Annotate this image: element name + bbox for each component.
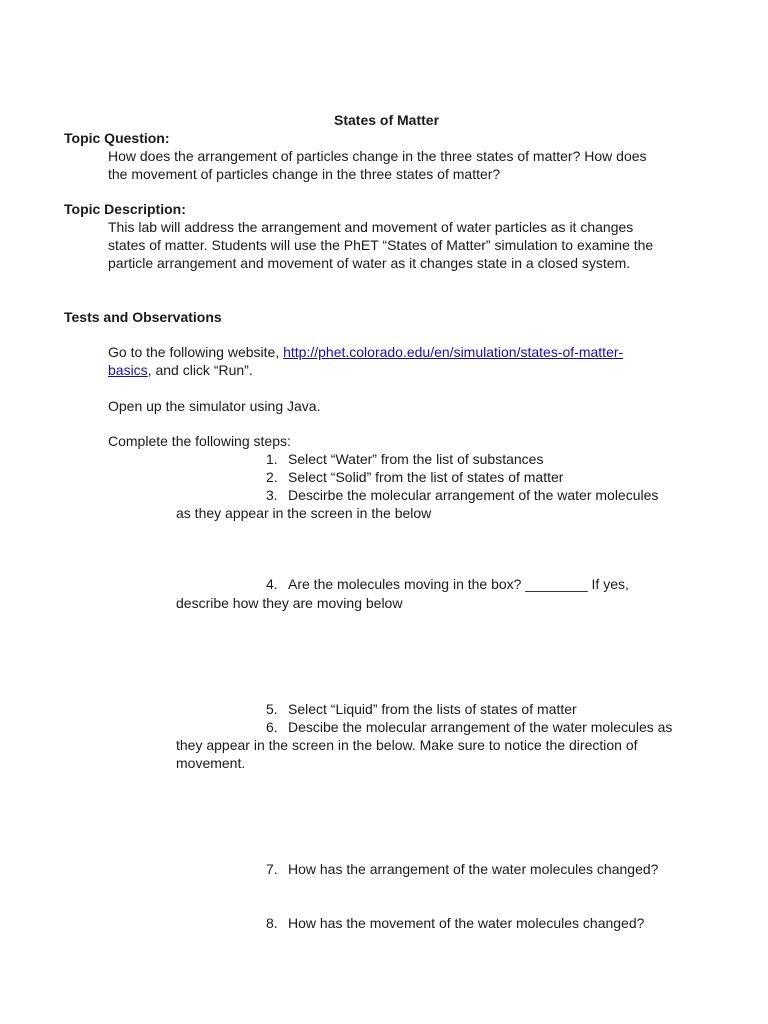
step-text: Select “Solid” from the list of states of matter <box>288 469 564 485</box>
step-5 <box>266 700 577 718</box>
website-instruction <box>108 343 623 361</box>
topic-question-line-2: the movement of particles change in the three states of matter? <box>108 166 501 182</box>
topic-question-heading: Topic Question: <box>64 130 170 146</box>
step-number: 2. <box>266 469 278 485</box>
step-4 <box>266 575 629 593</box>
step-1 <box>266 450 543 468</box>
step-2 <box>266 468 563 486</box>
step-number: 4. <box>266 576 278 592</box>
step-text: Select “Water” from the list of substances <box>288 451 544 467</box>
topic-description-line-3: particle arrangement and movement of water as it changes state in a closed system. <box>108 255 631 271</box>
website-intro-text: Go to the following website, <box>108 344 284 360</box>
step-number: 1. <box>266 451 278 467</box>
complete-steps-text: Complete the following steps: <box>108 433 291 449</box>
step-6-continued-2: movement. <box>176 755 246 771</box>
step-7 <box>266 860 658 878</box>
topic-description-line-1: This lab will address the arrangement and movement of water particles as it changes <box>108 219 634 235</box>
step-text: Select “Liquid” from the lists of states of matter <box>288 701 577 717</box>
phet-link-part-1[interactable]: http://phet.colorado.edu/en/simulation/states-of-matter- <box>283 344 624 360</box>
step-3-continued: as they appear in the screen in the below <box>176 505 432 521</box>
step-text: Are the molecules moving in the box? ________ If yes, <box>288 576 629 592</box>
step-text: How has the arrangement of the water molecules changed? <box>288 861 659 877</box>
document-title: States of Matter <box>334 112 440 128</box>
website-outro-text: , and click “Run”. <box>147 362 253 378</box>
step-4-continued: describe how they are moving below <box>176 595 403 611</box>
step-number: 7. <box>266 861 278 877</box>
step-3 <box>266 486 658 504</box>
step-text: Descibe the molecular arrangement of the water molecules as <box>288 719 673 735</box>
step-number: 3. <box>266 487 278 503</box>
step-6 <box>266 718 672 736</box>
open-simulator-text: Open up the simulator using Java. <box>108 398 321 414</box>
step-text: How has the movement of the water molecules changed? <box>288 915 645 931</box>
topic-description-line-2: states of matter. Students will use the PhET “States of Matter” simulation to examine the <box>108 237 654 253</box>
step-8 <box>266 914 644 932</box>
topic-question-line-1: How does the arrangement of particles change in the three states of matter? How does <box>108 148 647 164</box>
website-instruction-cont <box>108 361 253 379</box>
tests-heading: Tests and Observations <box>64 309 222 325</box>
step-number: 6. <box>266 719 278 735</box>
step-number: 5. <box>266 701 278 717</box>
step-6-continued: they appear in the screen in the below. Make sure to notice the direction of <box>176 737 638 753</box>
phet-link-part-2[interactable]: basics <box>108 362 148 378</box>
step-number: 8. <box>266 915 278 931</box>
topic-description-heading: Topic Description: <box>64 201 186 217</box>
step-text: Descirbe the molecular arrangement of the water molecules <box>288 487 659 503</box>
